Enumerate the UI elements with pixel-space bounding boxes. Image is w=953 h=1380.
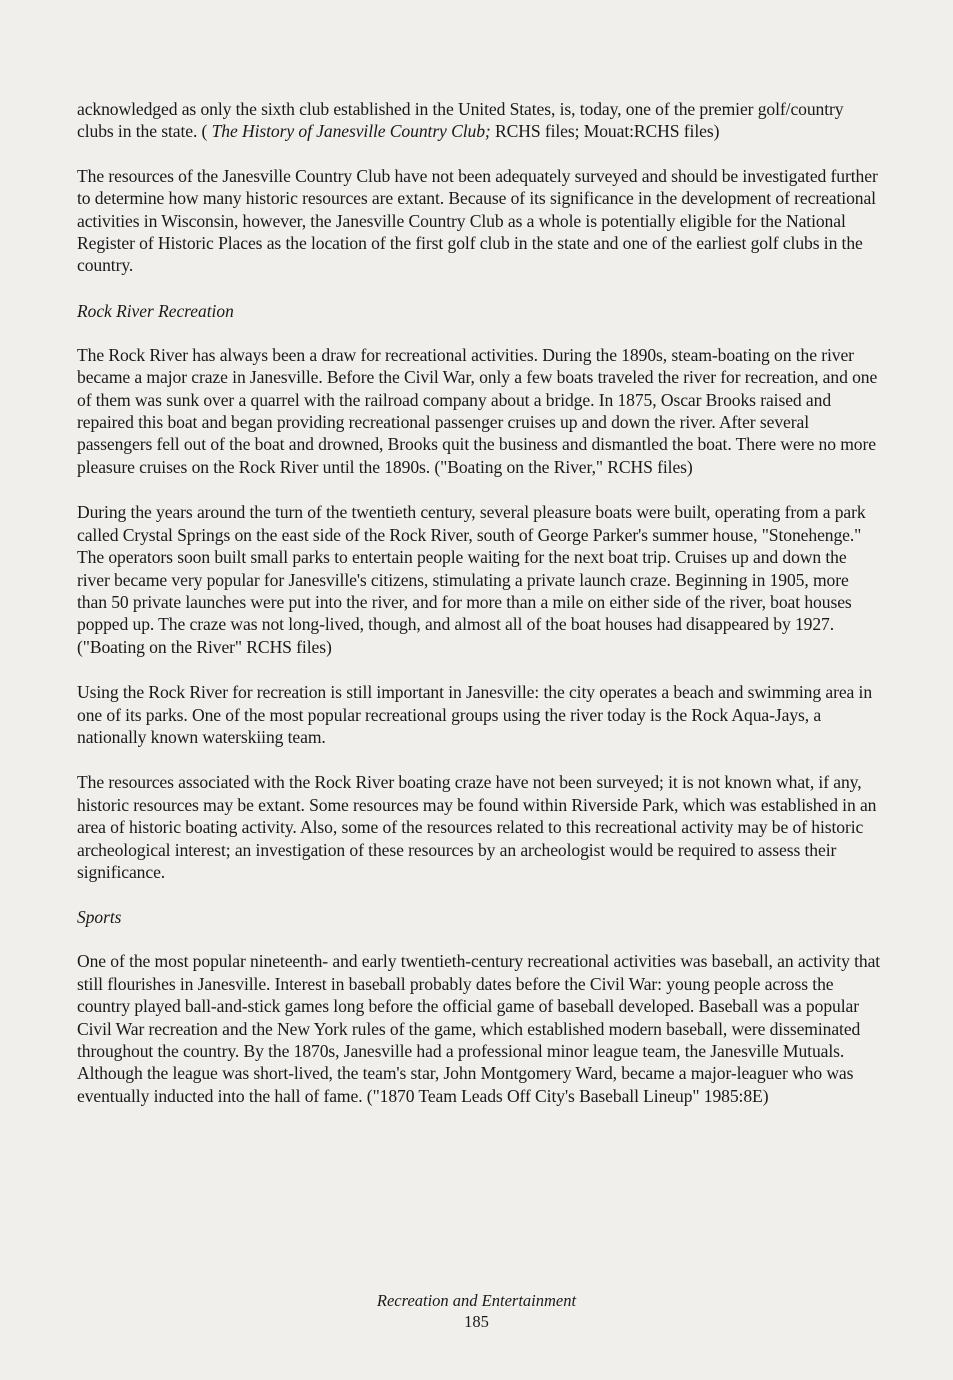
page-footer <box>0 1290 953 1332</box>
footer-section-title: Recreation and Entertainment <box>376 1291 577 1310</box>
paragraph-rock-river-history: The Rock River has always been a draw for recreational activities. During the 1890s, steam-boating on the river became a major craze in Janesville. Before the Civil War, only a few boats traveled the river for recreation, and one of them was sunk over a quarrel with the railroad company about a bridge. In 1875, Oscar Brooks raised and repaired this boat and began providing recreational passenger cruises up and down the river. After several passengers fell out of the boat and drowned, Brooks quit the business and dismantled the boat. There were no more pleasure cruises on the Rock River until the 1890s. ("Boating on the River," RCHS files) <box>77 344 878 477</box>
section-heading-sports: Sports <box>77 907 122 928</box>
document-body <box>77 98 882 1130</box>
paragraph-country-club-resources: The resources of the Janesville Country Club have not been adequately surveyed and should be investigated further to determine how many historic resources are extant. Because of its significance in the development of recreational activities in Wisconsin, however, the Janesville Country Club as a whole is potentially eligible for the National Register of Historic Places as the location of the first golf club in the state and one of the earliest golf clubs in the country. <box>77 165 878 276</box>
paragraph-pleasure-boats: During the years around the turn of the twentieth century, several pleasure boats were built, operating from a park called Crystal Springs on the east side of the Rock River, south of George Parker's summer house, "Stonehenge." The operators soon built small parks to entertain people waiting for the next boat trip. Cruises up and down the river became very popular for Janesville's citizens, stimulating a private launch craze. Beginning in 1905, more than 50 private launches were put into the river, and for more than a mile on either side of the river, boat houses popped up. The craze was not long-lived, though, and almost all of the boat houses had disappeared by 1927. ("Boating on the River" RCHS files) <box>77 502 866 657</box>
paragraph-text: acknowledged as only the sixth club established in the United States, is, today, one of the premier golf/country clubs in the state. ( <box>77 99 844 142</box>
paragraph-text: RCHS files; Mouat:RCHS files) <box>490 121 720 142</box>
paragraph-country-club-intro <box>77 98 882 143</box>
paragraph-river-recreation-today: Using the Rock River for recreation is still important in Janesville: the city operates a beach and swimming area in one of its parks. One of the most popular recreational groups using the river today is the Rock Aqua-Jays, a nationally known waterskiing team. <box>77 682 873 747</box>
paragraph-boating-resources: The resources associated with the Rock River boating craze have not been surveyed; it is not known what, if any, historic resources may be extant. Some resources may be found within Riverside Park, which was established in an area of historic boating activity. Also, some of the resources related to this recreational activity may be of historic archeological interest; an investigation of these resources by an archeologist would be required to assess their significance. <box>77 772 877 882</box>
page-number: 185 <box>464 1312 489 1331</box>
citation-title: The History of Janesville Country Club; <box>211 121 491 142</box>
section-heading-rock-river: Rock River Recreation <box>77 300 234 321</box>
paragraph-baseball: One of the most popular nineteenth- and early twentieth-century recreational activities was baseball, an activity that still flourishes in Janesville. Interest in baseball probably dates before the Civil War: young people across the country played ball-and-stick games long before the official game of baseball developed. Baseball was a popular Civil War recreation and the New York rules of the game, which established modern baseball, were disseminated throughout the country. By the 1870s, Janesville had a professional minor league team, the Janesville Mutuals. Although the league was short-lived, the team's star, John Montgomery Ward, became a major-leaguer who was eventually inducted into the hall of fame. ("1870 Team Leads Off City's Baseball Lineup" 1985:8E) <box>77 951 881 1106</box>
